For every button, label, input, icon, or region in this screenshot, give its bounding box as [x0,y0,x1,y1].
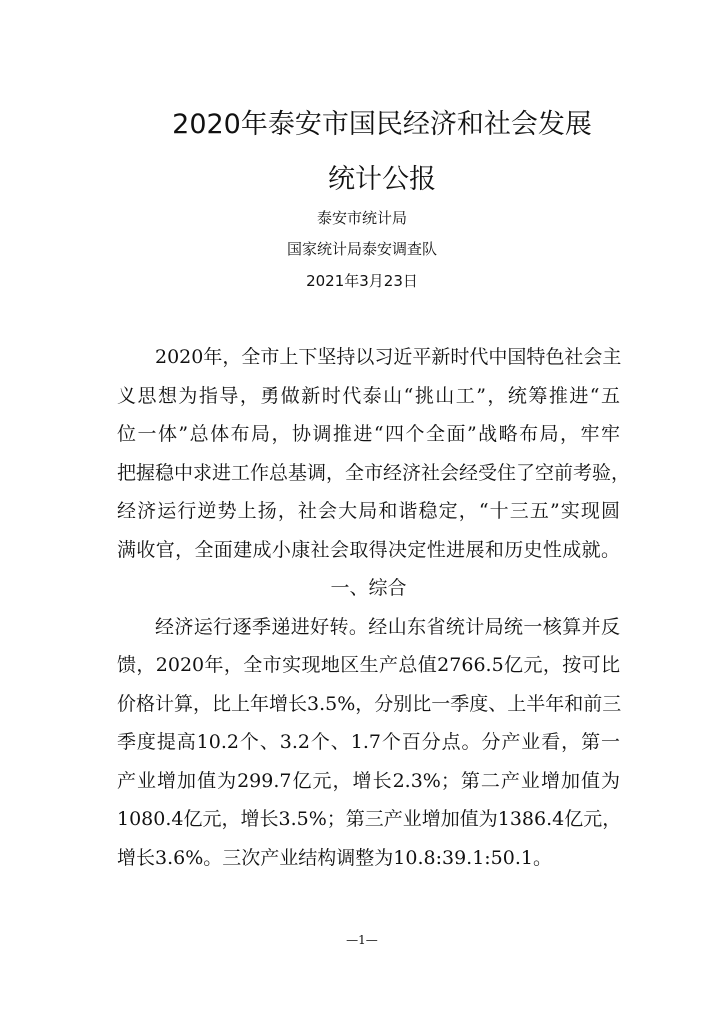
paragraph-line: 把握稳中求进工作总基调，全市经济社会经受住了空前考验， [117,461,631,484]
paragraph-line: 增长3.6%。三次产业结构调整为10.8:39.1:50.1。 [117,846,552,869]
issuer: 国家统计局泰安调查队 [286,240,437,258]
paragraph-line: 1080.4亿元，增长3.5%；第三产业增加值为1386.4亿元， [117,808,622,830]
paragraph-line: 季度提高10.2个、3.2个、1.7个百分点。分产业看，第一 [117,731,620,753]
paragraph-line: 馈，2020年，全市实现地区生产总值2766.5亿元，按可比 [117,654,620,676]
document-title: 2020年泰安市国民经济和社会发展 [172,109,592,140]
page-number: —1— [346,933,378,947]
paragraph-line: 位一体”总体布局，协调推进“四个全面”战略布局，牢牢 [117,423,620,445]
paragraph-line: 2020年，全市上下坚持以习近平新时代中国特色社会主 [155,346,622,368]
paragraph-line: 经济运行逆势上扬，社会大局和谐稳定，“十三五”实现圆 [117,500,620,522]
publish-date: 2021年3月23日 [306,272,418,290]
paragraph-line: 产业增加值为299.7亿元，增长2.3%；第二产业增加值为 [117,769,620,792]
section-heading: 一、综合 [330,577,407,599]
paragraph-line: 义思想为指导，勇做新时代泰山“挑山工”，统筹推进“五 [117,384,620,407]
document-body [117,340,631,879]
paragraph-line: 经济运行逐季递进好转。经山东省统计局统一核算并反 [155,615,620,638]
paragraph-line: 价格计算，比上年增长3.5%，分别比一季度、上半年和前三 [117,692,622,715]
issuer: 泰安市统计局 [316,209,407,227]
paragraph-line: 满收官，全面建成小康社会取得决定性进展和历史性成就。 [117,538,620,561]
document-title-line2: 统计公报 [328,164,436,195]
